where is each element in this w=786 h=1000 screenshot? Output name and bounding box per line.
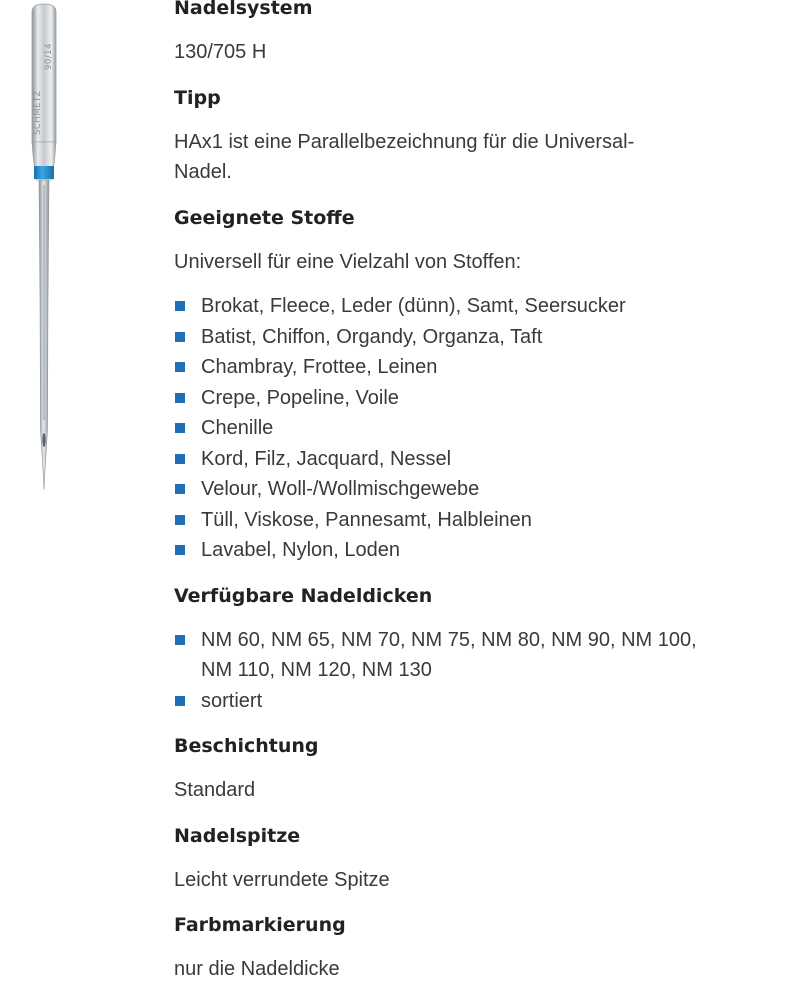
- bullet-square-icon: [175, 515, 185, 525]
- section-nadeldicken: [174, 581, 734, 717]
- section-heading: Beschichtung: [174, 735, 319, 757]
- needle-brand-text: SCHMETZ: [33, 90, 43, 135]
- list-item: [174, 383, 734, 414]
- list-item-label: Crepe, Popeline, Voile: [201, 386, 399, 409]
- list-item-label: Lavabel, Nylon, Loden: [201, 539, 401, 561]
- section-tipp: [174, 83, 734, 188]
- bullet-square-icon: [175, 545, 185, 555]
- list-item-label: Chenille: [201, 417, 274, 439]
- section-nadelsystem: [174, 0, 734, 68]
- bullet-square-icon: [175, 393, 185, 403]
- list-item-label: sortiert: [201, 689, 263, 712]
- bullet-square-icon: [175, 301, 185, 311]
- section-heading: Tipp: [174, 86, 221, 109]
- bullet-square-icon: [175, 696, 185, 706]
- list-item: [174, 413, 734, 444]
- section-heading: Nadelsystem: [174, 0, 313, 19]
- list-item: [174, 535, 734, 566]
- section-text: Universell für eine Vielzahl von Stoffen:: [174, 250, 522, 273]
- needle-size-list: [174, 625, 699, 717]
- section-geeignete-stoffe: [174, 203, 734, 566]
- section-heading: Verfügbare Nadeldicken: [174, 584, 433, 607]
- section-heading: Nadelspitze: [174, 824, 301, 847]
- fabric-list: [174, 291, 734, 566]
- section-beschichtung: [174, 731, 734, 806]
- product-details: [174, 0, 734, 1000]
- section-text: 130/705 H: [174, 41, 267, 63]
- list-item: [174, 444, 734, 475]
- section-text: Leicht verrundete Spitze: [174, 868, 390, 891]
- list-item: [174, 505, 734, 536]
- section-heading: Farbmarkierung: [174, 914, 346, 936]
- bullet-square-icon: [175, 423, 185, 433]
- list-item-label: NM 60, NM 65, NM 70, NM 75, NM 80, NM 90, NM 100, NM 110, NM 120, NM 130: [201, 628, 697, 681]
- needle-size-text: 90/14: [44, 43, 54, 70]
- list-item: [174, 625, 699, 686]
- list-item-label: Batist, Chiffon, Organdy, Organza, Taft: [201, 325, 543, 348]
- section-text: Standard: [174, 779, 256, 801]
- color-band: [34, 166, 54, 179]
- list-item-label: Velour, Woll-/Wollmischgewebe: [201, 478, 480, 500]
- list-item-label: Kord, Filz, Jacquard, Nessel: [201, 447, 452, 470]
- bullet-square-icon: [175, 454, 185, 464]
- section-heading: Geeignete Stoffe: [174, 206, 355, 229]
- list-item-label: Chambray, Frottee, Leinen: [201, 356, 438, 378]
- section-text: nur die Nadeldicke: [174, 958, 340, 980]
- list-item: [174, 291, 734, 322]
- needle-image: [22, 0, 66, 492]
- bullet-square-icon: [175, 635, 185, 645]
- list-item: [174, 352, 734, 383]
- section-nadelspitze: [174, 821, 734, 896]
- bullet-square-icon: [175, 484, 185, 494]
- list-item-label: Brokat, Fleece, Leder (dünn), Samt, Seersucker: [201, 295, 626, 317]
- list-item-label: Tüll, Viskose, Pannesamt, Halbleinen: [201, 508, 532, 531]
- list-item: [174, 474, 734, 505]
- bullet-square-icon: [175, 332, 185, 342]
- bullet-square-icon: [175, 362, 185, 372]
- list-item: [174, 686, 699, 717]
- section-text: HAx1 ist eine Parallelbezeichnung für die Universal-Nadel.: [174, 130, 635, 183]
- section-farbmarkierung: [174, 910, 734, 985]
- list-item: [174, 322, 734, 353]
